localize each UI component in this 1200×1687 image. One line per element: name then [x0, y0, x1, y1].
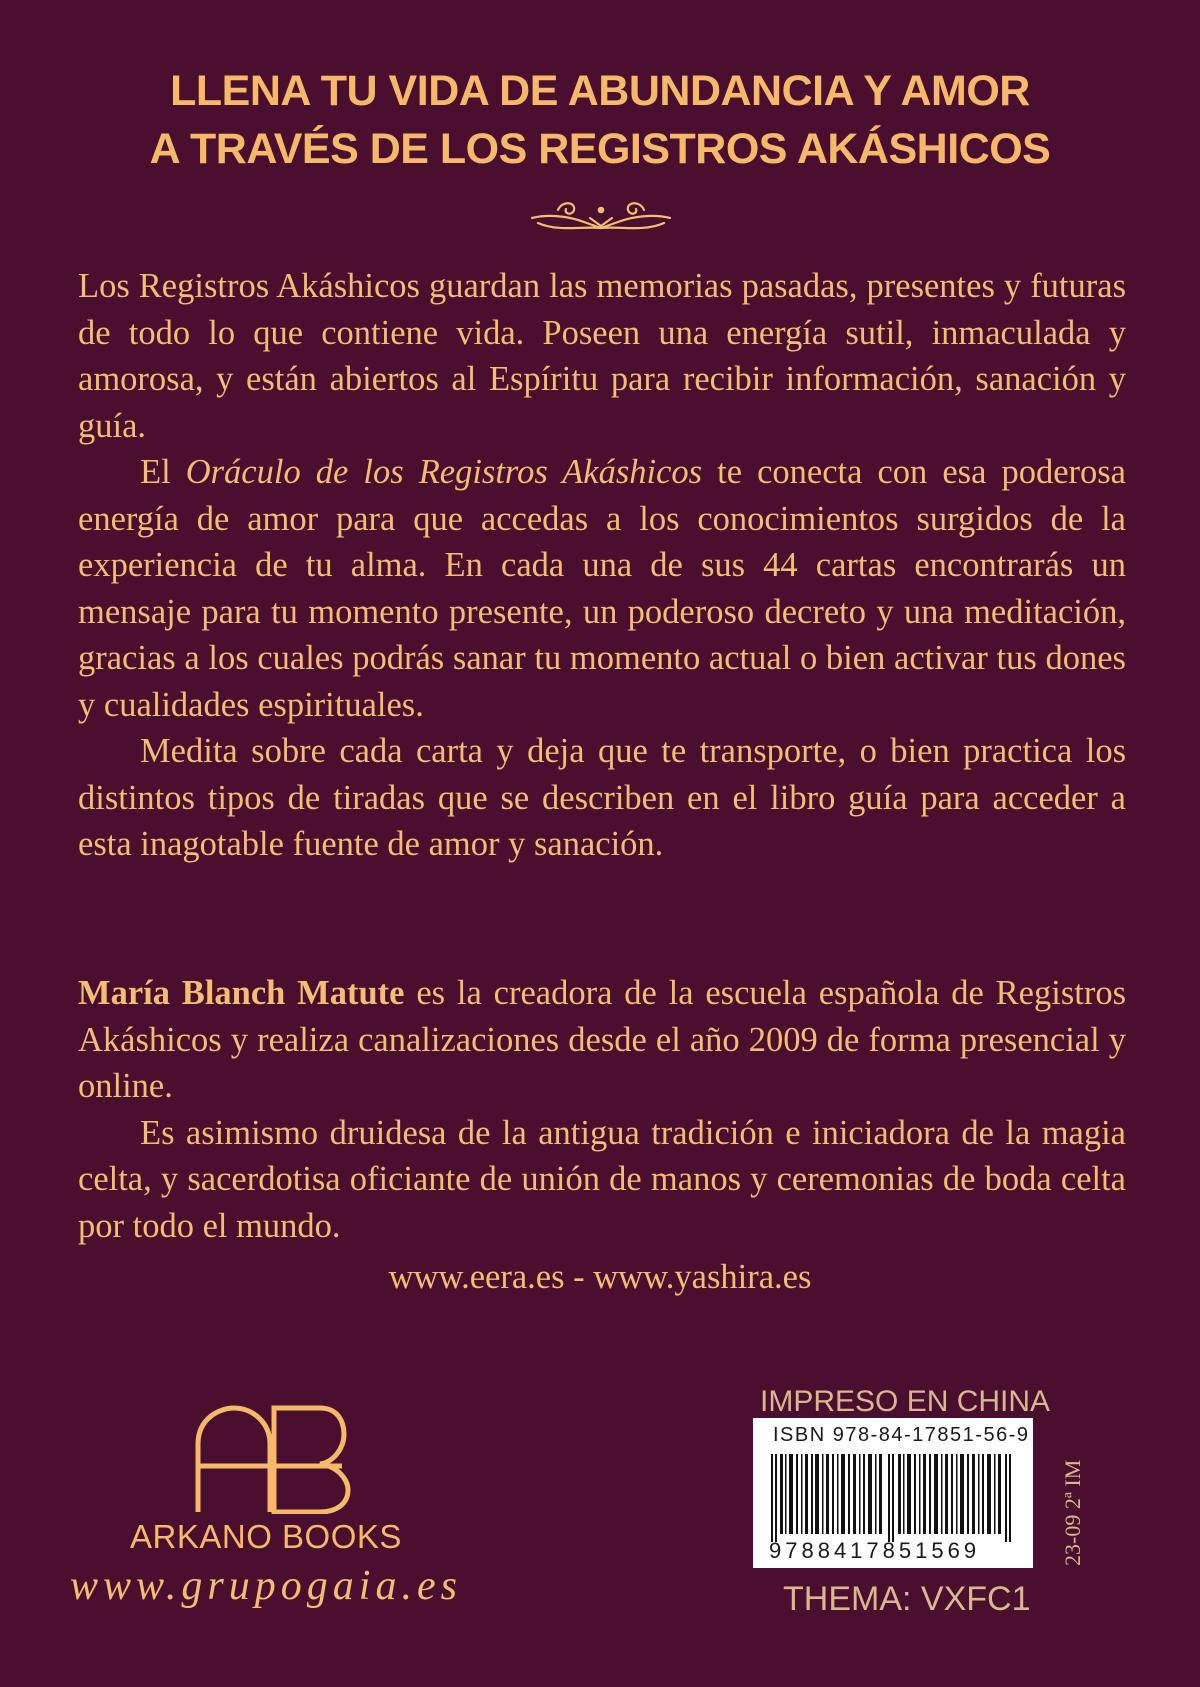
- author-name: María Blanch Matute: [78, 974, 405, 1012]
- author-bio-paragraph-1: [78, 970, 1126, 1110]
- author-bio: [78, 970, 1126, 1249]
- headline-line-2: A TRAVÉS DE LOS REGISTROS AKÁSHICOS: [149, 125, 1051, 173]
- headline-line-1: LLENA TU VIDA DE ABUNDANCIA Y AMOR: [170, 67, 1030, 115]
- description-p2-rest: te conecta con esa poderosa energía de amor para que accedas a los conocimientos surgidos de la experiencia de tu alma. En cada una de sus 44 cartas encontrarás un mensaje para tu momento presente, un poderoso decreto y una meditación, gracias a los cuales podrás sanar tu momento actual o bien activar tus dones y cualidades espirituales.: [78, 453, 1126, 724]
- printed-in-label: IMPRESO EN CHINA: [760, 1385, 1051, 1418]
- edition-code: 23-09 2ª IM: [1060, 1459, 1085, 1566]
- description-paragraph-3: Medita sobre cada carta y deja que te transporte, o bien practica los distintos tipos de tiradas que se describen en el libro guía para acceder a esta inagotable fuente de amor y sanación.: [78, 732, 1126, 863]
- isbn-text: ISBN 978-84-17851-56-9: [773, 1424, 1030, 1446]
- publisher-name: ARKANO BOOKS: [130, 1518, 402, 1555]
- flourish-ornament-icon: [528, 196, 674, 238]
- author-bio-paragraph-2: Es asimismo druidesa de la antigua tradición e iniciadora de la magia celta, y sacerdotisa oficiante de unión de manos y ceremonias de boda celta por todo el mundo.: [78, 1113, 1126, 1245]
- oracle-title: Oráculo de los Registros Akáshicos: [185, 453, 703, 491]
- isbn-barcode: [753, 1418, 1033, 1568]
- author-websites: www.eera.es - www.yashira.es: [388, 1258, 812, 1296]
- description-paragraph-2: [78, 449, 1126, 728]
- back-cover-headline: [0, 62, 1200, 178]
- thema-code: THEMA: VXFC1: [783, 1580, 1031, 1618]
- author-bio-text-1: es la creadora de la escuela española de Registros Akáshicos y realiza canalizaciones desde el año 2009 de forma presencial y online.: [78, 974, 1127, 1105]
- publisher-website: www.grupogaia.es: [70, 1563, 462, 1609]
- description-paragraph-1: Los Registros Akáshicos guardan las memorias pasadas, presentes y futuras de todo lo que contiene vida. Poseen una energía sutil, inmaculada y amorosa, y están abiertos al Espíritu para recibir información, sanación y guía.: [78, 267, 1126, 445]
- barcode-bars-icon: [769, 1454, 1019, 1542]
- description-p2-lead: El: [140, 453, 186, 491]
- arkano-books-logo-icon: [192, 1404, 352, 1514]
- ean-number: 9788417851569: [769, 1538, 981, 1563]
- description-text: [78, 263, 1126, 868]
